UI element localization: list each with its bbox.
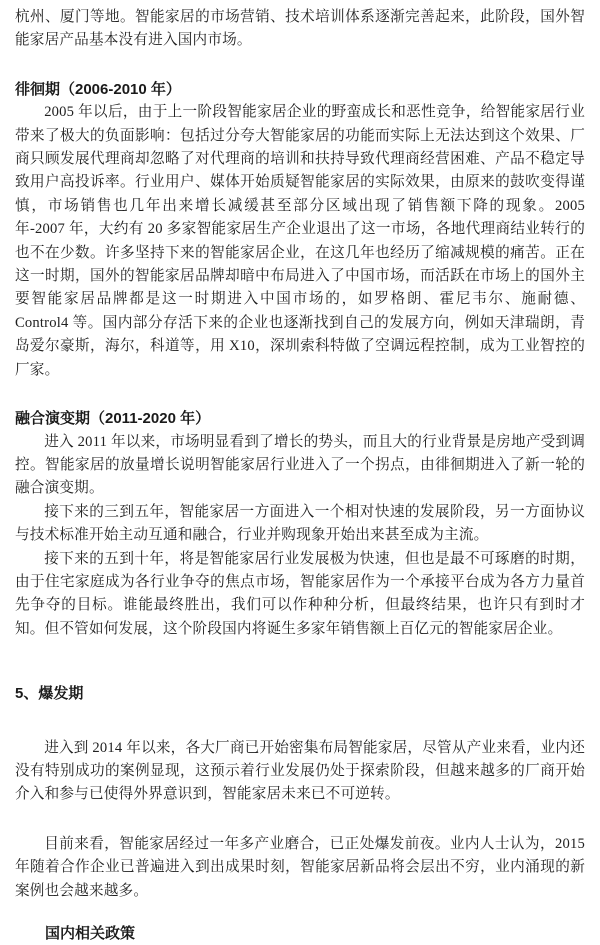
paragraph-fusion-1: 进入 2011 年以来，市场明显看到了增长的势头，而且大的行业背景是房地产受到调控。智能家居的放量增长说明智能家居行业进入了一个拐点，由徘徊期进入了新一轮的融合演变期。 [15,433,585,497]
paragraph-wandering-period: 2005 年以后，由于上一阶段智能家居企业的野蛮成长和恶性竞争，给智能家居行业带来了极大的负面影响：包括过分夸大智能家居的功能而实际上无法达到这个效果、厂商只顾发展代理商却忽略了对代理商的培训和扶持导致代理商经营困难、产品不稳定导致用户高投诉率。行业用户、媒体开始质疑智能家居的实际效果，由原来的鼓吹变得谨慎，市场销售也几年出来增长减缓甚至部分区域出现了销售额下降的现象。2005 年-2007 年，大约有 20 多家智能家居生产企业退出了这一市场，各地代理商结业转行的也不在少数。许多坚持下来的智能家居企业，在这几年也经历了缩减规模的痛苦。正在这一时期，国外的智能家居品牌却暗中布局进入了中国市场，而活跃在市场上的国外主要智能家居品牌都是这一时期进入中国市场的，如罗格朗、霍尼韦尔、施耐德、Control4 等。国内部分存活下来的企业也逐渐找到自己的发展方向，例如天津瑞朗，青岛爱尔豪斯，海尔，科道等，用 X10，深圳索科特做了空调远程控制，成为工业智控的厂家。 [15,104,585,378]
paragraph-fusion-2: 接下来的三到五年，智能家居一方面进入一个相对快速的发展阶段，另一方面协议与技术标准开始主动互通和融合，行业并购现象开始出来甚至成为主流。 [15,503,585,544]
paragraph-fusion-3: 接下来的五到十年，将是智能家居行业发展极为快速，但也是最不可琢磨的时期，由于住宅家庭成为各行业争夺的焦点市场，智能家居作为一个承接平台成为各方力量首先争夺的目标。谁能最终胜出，我们可以作种种分析，但最终结果，也许只有到时才知。但不管如何发展，这个阶段国内将诞生多家年销售额上百亿元的智能家居企业。 [15,550,585,637]
paragraph-outbreak-1: 进入到 2014 年以来，各大厂商已开始密集布局智能家居，尽管从产业来看，业内还没有特别成功的案例显现，这预示着行业发展仍处于探索阶段，但越来越多的厂商开始介入和参与已使得外界意识到，智能家居未来已不可逆转。 [15,739,585,803]
heading-fusion-evolution-period: 融合演变期（2011-2020 年） [15,410,211,428]
paragraph-outbreak-2: 目前来看，智能家居经过一年多产业磨合，已正处爆发前夜。业内人士认为，2015 年随着合作企业已普遍进入到出成果时刻，智能家居新品将会层出不穷，业内涌现的新案例也会越来越多。 [15,835,585,899]
heading-domestic-policies: 国内相关政策 [45,925,136,942]
heading-outbreak-period: 5、爆发期 [15,685,84,703]
heading-wandering-period: 徘徊期（2006-2010 年） [15,80,181,98]
paragraph-intro-continuation: 杭州、厦门等地。智能家居的市场营销、技术培训体系逐渐完善起来，此阶段，国外智能家居产品基本没有进入国内市场。 [15,9,585,49]
